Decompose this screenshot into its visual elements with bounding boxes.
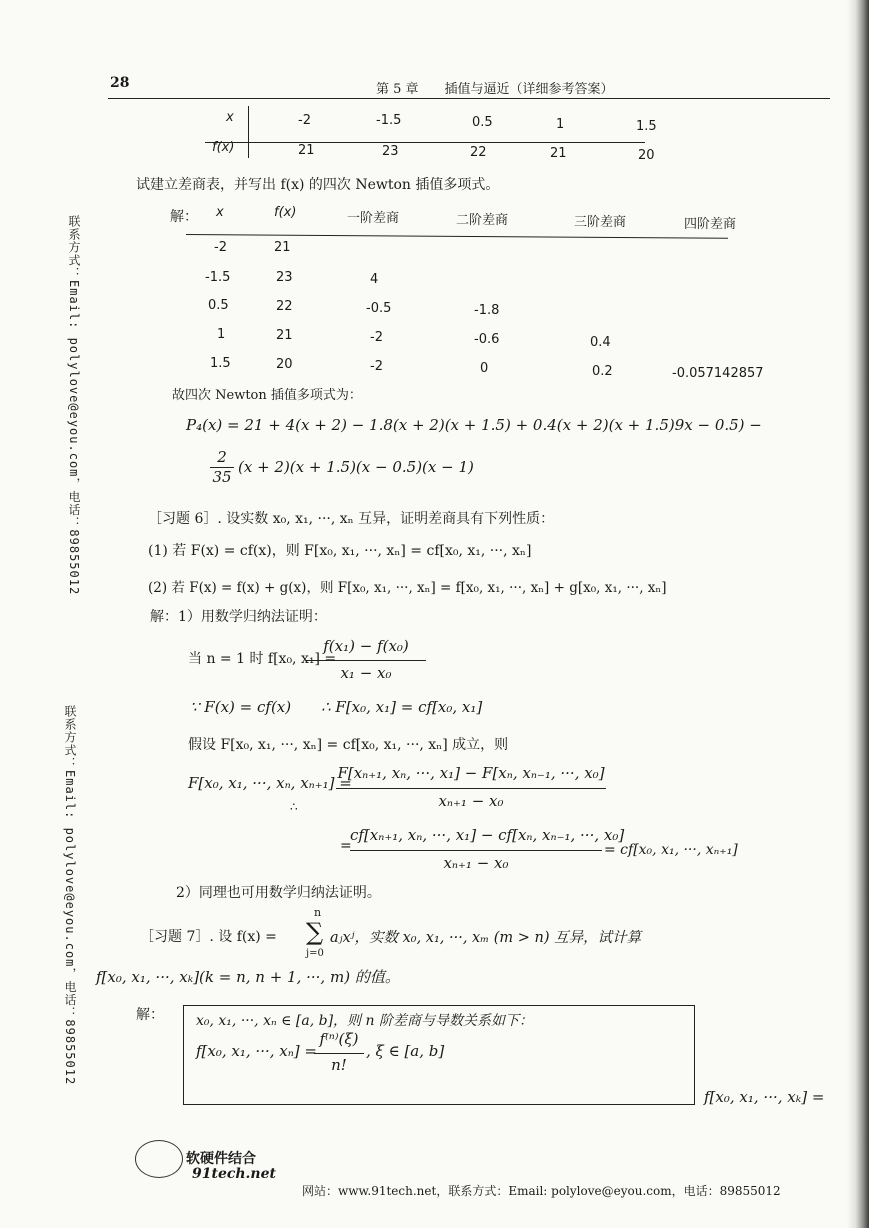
logo-icon [135,1140,183,1178]
box-right: , ξ ∈ [a, b] [366,1042,445,1060]
induction-den: xₙ₊₁ − x₀ [438,792,504,810]
ex7-line2: f[x₀, x₁, ···, xₖ](k = n, n + 1, ···, m) 的值。 [96,968,400,986]
ex6-solution: 解：1）用数学归纳法证明： [150,609,327,625]
x-value: 1.5 [636,119,657,134]
row-d1: 4 [370,272,379,287]
col-header: 四阶差商 [684,217,737,232]
col-header: x [216,205,224,220]
ex7-solution: 解： [136,1007,164,1023]
sum-sign: ∑ [306,918,324,946]
x-value: -1.5 [376,113,402,128]
table-divider [248,106,249,158]
col-header: f(x) [274,205,297,220]
x-value: 1 [556,117,565,132]
fx-value: 21 [298,143,315,158]
newton-line2-rest: (x + 2)(x + 1.5)(x − 0.5)(x − 1) [238,458,474,476]
frac-bar [350,850,602,851]
fx-value: 21 [550,146,567,161]
induction2-den: xₙ₊₁ − x₀ [443,854,509,872]
row-d2: -0.6 [474,332,500,347]
ex7-title-a: ［习题 7］. 设 f(x) = [140,929,277,945]
task-text: 试建立差商表，并写出 f(x) 的四次 Newton 插值多项式。 [136,177,500,193]
box-left: f[x₀, x₁, ···, xₙ] = [196,1042,317,1060]
box-num: f⁽ⁿ⁾(ξ) [319,1030,359,1048]
logo-text: 软硬件结合 [186,1151,256,1167]
therefore-mark: ∴ [290,800,298,814]
row-x: 0.5 [208,298,229,313]
fx-value: 23 [382,144,399,159]
x-value: 0.5 [472,115,493,130]
sum-top: n [314,906,322,919]
base-case-left: 当 n = 1 时 f[x₀, x₁] = [188,651,337,667]
row-fx: 22 [276,299,293,314]
x-value: -2 [298,113,311,128]
base-num: f(x₁) − f(x₀) [323,637,409,655]
ex6-property1: (1) 若 F(x) = cf(x)，则 F[x₀, x₁, ···, xₙ] = cf[x₀, x₁, ···, xₙ] [148,543,532,559]
row-fx: 23 [276,270,293,285]
logo-subtext: 91tech.net [192,1166,276,1182]
frac-num: 2 [217,448,227,466]
sum-bottom: j=0 [306,948,324,959]
induction-left: F[x₀, x₁, ···, xₙ, xₙ₊₁] = [188,774,352,792]
col-header: 一阶差商 [347,211,400,226]
frac-den: 35 [212,468,232,486]
side-contact-bottom: 联系方式：Email: polylove@eyou.com，电话：89855012 [63,705,77,1086]
side-contact-top: 联系方式：Email: polylove@eyou.com，电话：89855012 [67,215,81,596]
induction2-num: cf[xₙ₊₁, xₙ, ···, x₁] − cf[xₙ, xₙ₋₁, ···, x₀] [350,826,625,844]
frac-bar [314,1053,364,1054]
ex6-property2: (2) 若 F(x) = f(x) + g(x)，则 F[x₀, x₁, ···, xₙ] = f[x₀, x₁, ···, xₙ] + g[x₀, x₁, ···, xₙ] [148,580,667,596]
ex6-title: ［习题 6］. 设实数 x₀, x₁, ···, xₙ 互异，证明差商具有下列性质： [148,511,555,527]
induction-num: F[xₙ₊₁, xₙ, ···, x₁] − F[xₙ, xₙ₋₁, ···, x₀] [337,764,605,782]
frac-bar [306,660,426,661]
page-number: 28 [110,75,130,91]
fx-value: 20 [638,148,655,163]
row-x: 1 [217,327,226,342]
row-d3: 0.4 [590,335,611,350]
assume-line: 假设 F[x₀, x₁, ···, xₙ] = cf[x₀, x₁, ···, xₙ] 成立，则 [188,737,509,753]
table-x-label: x [226,110,234,125]
fx-value: 22 [470,145,487,160]
ex6-part2: 2）同理也可用数学归纳法证明。 [176,885,381,901]
col-header: 三阶差商 [574,215,627,230]
diff-table-rule [186,234,728,239]
scan-edge [847,0,869,1228]
row-fx: 21 [276,328,293,343]
because-line: ∵ F(x) = cf(x) ∴ F[x₀, x₁] = cf[x₀, x₁] [190,698,483,716]
row-x: -2 [214,240,227,255]
frac-bar [336,788,606,789]
row-d2: -1.8 [474,303,500,318]
row-d1: -2 [370,330,383,345]
row-d4: -0.057142857 [672,366,764,381]
row-d1: -0.5 [366,301,392,316]
table-hrule [205,142,645,143]
table-fx-label: f(x) [212,140,235,155]
overflow-formula: f[x₀, x₁, ···, xₖ] = [704,1088,825,1106]
col-header: 二阶差商 [456,213,509,228]
base-den: x₁ − x₀ [340,664,392,682]
row-d1: -2 [370,359,383,374]
newton-intro: 故四次 Newton 插值多项式为： [172,388,362,403]
row-fx: 21 [274,240,291,255]
row-x: 1.5 [210,356,231,371]
footer-info: 网站：www.91tech.net，联系方式：Email: polylove@eyou.com，电话：89855012 [302,1184,781,1198]
solution-label: 解： [170,209,198,225]
header-rule [108,98,830,99]
box-line1: x₀, x₁, ···, xₙ ∈ [a, b]，则 n 阶差商与导数关系如下： [196,1013,533,1029]
row-x: -1.5 [205,270,231,285]
ex7-title-b: aⱼxʲ，实数 x₀, x₁, ···, xₘ (m > n) 互异，试计算 [330,930,642,946]
row-d3: 0.2 [592,364,613,379]
eq-sign: = [340,838,352,854]
row-fx: 20 [276,357,293,372]
newton-line1: P₄(x) = 21 + 4(x + 2) − 1.8(x + 2)(x + 1.5) + 0.4(x + 2)(x + 1.5)9x − 0.5) − [186,416,762,434]
chapter-title: 第 5 章 插值与逼近（详细参考答案） [376,82,614,97]
box-den: n! [331,1056,347,1074]
row-d2: 0 [480,361,489,376]
induction2-right: = cf[x₀, x₁, ···, xₙ₊₁] [604,842,738,858]
